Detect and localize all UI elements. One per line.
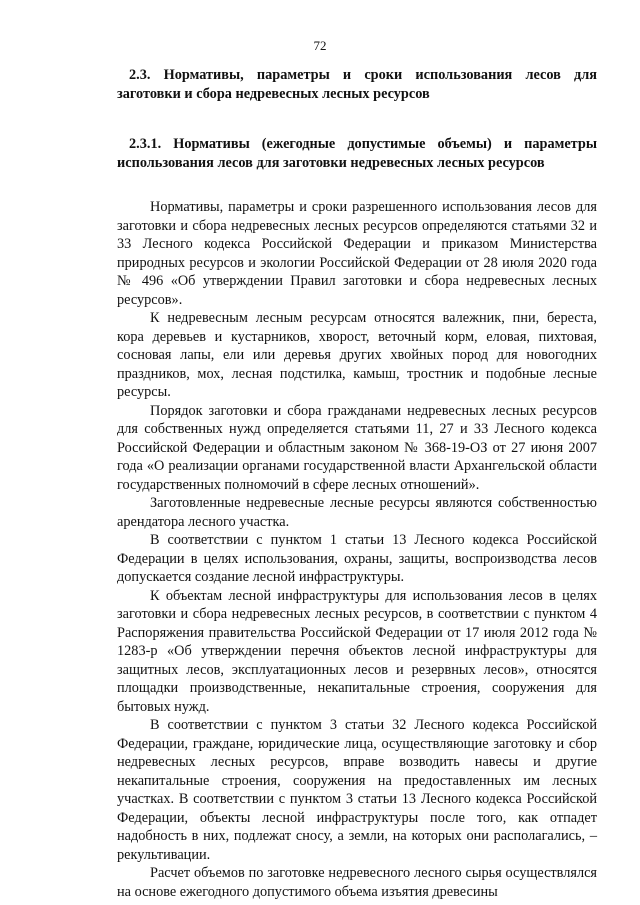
paragraph-infrastructure-objects: К объектам лесной инфраструктуры для использования лесов в целях заготовки и сбора недревесных лесных ресурсов, в соответствии с пунктом 4 Распоряжения правительства Российской Федерации от 17 июля 2012 года № 1283-р «Об утверждении перечня объектов лесной инфраструктуры для защитных лесов, эксплуатационных лесов и резервных лесов», относятся площадки производственные, некапитальные строения, сооружения для бытовых нужд.	[117, 587, 597, 715]
paragraph-infrastructure-creation: В соответствии с пунктом 1 статьи 13 Лесного кодекса Российской Федерации в целях использования, охраны, защиты, воспроизводства лесов допускается создание лесной инфраструктуры.	[117, 532, 597, 585]
page-content	[117, 66, 597, 901]
paragraph-resources-list: К недревесным лесным ресурсам относятся валежник, пни, береста, кора деревьев и кустарников, хворост, веточный корм, еловая, пихтовая, сосновая лапы, ели или деревья других хвойных пород для новогодних праздников, мох, лесная подстилка, камыш, тростник и подобные лесные ресурсы.	[117, 310, 597, 400]
paragraph-structures: В соответствии с пунктом 3 статьи 32 Лесного кодекса Российской Федерации, граждане, юридические лица, осуществляющие заготовку и сбор недревесных лесных ресурсов, вправе возводить навесы и другие некапитальные строения, сооружения на предоставленных им лесных участках. В соответствии с пунктом 3 статьи 13 Лесного кодекса Российской Федерации, объекты лесной инфраструктуры после того, как отпадет надобность в них, подлежат сносу, а земли, на которых они располагались, – рекультивации.	[117, 717, 597, 863]
section-heading-2-3-1: 2.3.1. Нормативы (ежегодные допустимые объемы) и параметры использования лесов для заготовки недревесных лесных ресурсов	[117, 136, 597, 171]
paragraph-calculation: Расчет объемов по заготовке недревесного лесного сырья осуществлялся на основе ежегодного допустимого объема изъятия древесины	[117, 865, 597, 900]
paragraph-norms: Нормативы, параметры и сроки разрешенного использования лесов для заготовки и сбора недревесных лесных ресурсов определяются статьями 32 и 33 Лесного кодекса Российской Федерации и приказом Министерства природных ресурсов и экологии Российской Федерации от 28 июля 2020 года № 496 «Об утверждении Правил заготовки и сбора недревесных лесных ресурсов».	[117, 199, 597, 308]
section-heading-2-3: 2.3. Нормативы, параметры и сроки использования лесов для заготовки и сбора недревесных лесных ресурсов	[117, 67, 597, 102]
paragraph-citizens-order: Порядок заготовки и сбора гражданами недревесных лесных ресурсов для собственных нужд определяется статьями 11, 27 и 33 Лесного кодекса Российской Федерации и областным законом № 368-19-ОЗ от 27 июня 2007 года «О реализации органами государственной власти Архангельской области государственных полномочий в сфере лесных отношений».	[117, 402, 597, 493]
paragraph-ownership: Заготовленные недревесные лесные ресурсы являются собственностью арендатора лесного участка.	[117, 495, 597, 530]
page-number: 72	[313, 38, 327, 53]
